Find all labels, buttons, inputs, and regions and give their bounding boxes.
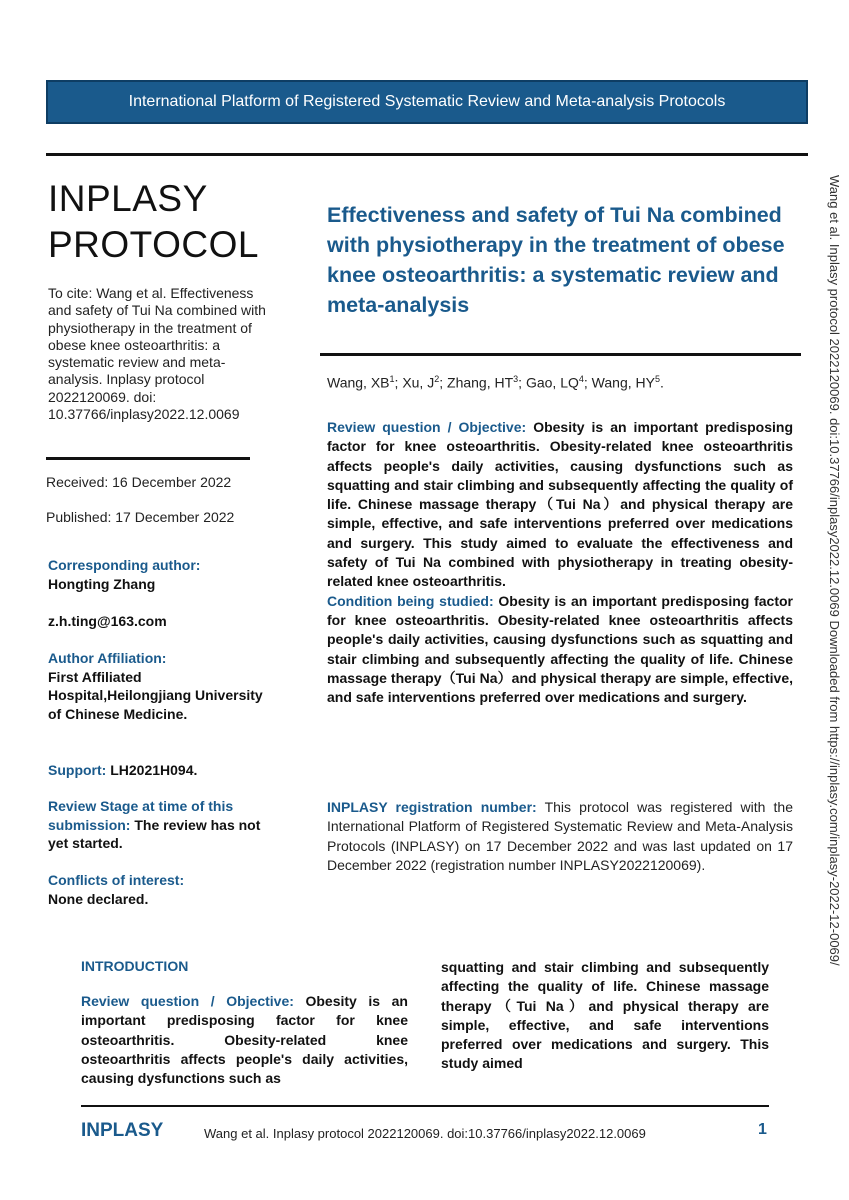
review-question-section <box>327 418 793 707</box>
published-date: Published: 17 December 2022 <box>46 509 235 525</box>
author-sup: 4 <box>578 374 584 384</box>
title-divider <box>320 353 801 356</box>
review-stage-text: The review has not yet started. <box>48 816 261 851</box>
corresponding-author <box>48 556 270 593</box>
review-question-label: Review question / Objective: <box>327 419 527 435</box>
top-divider <box>46 153 808 156</box>
author-list: Wang, $XB^1$; Xu, $J^2$; Zhang, $HT^3$; Gao, $LQ^4$; Wang, $HY^5$. <box>327 374 664 391</box>
corresponding-author-label: Corresponding author: <box>48 557 201 573</box>
author-item: Wang, HY <box>591 374 655 391</box>
header-banner: International Platform of Registered Systematic Review and Meta-analysis Protocols <box>46 80 808 124</box>
protocol-title-line1: INPLASY <box>48 178 208 219</box>
corresponding-author-name: Hongting Zhang <box>48 575 156 592</box>
affiliation-text: First Affiliated Hospital,Heilongjiang University of Chinese Medicine. <box>48 668 263 722</box>
author-sup: 3 <box>513 374 519 384</box>
intro-column-2: squatting and stair climbing and subsequently affecting the quality of life. Chinese massage therapy（Tui Na）and physical therapy are simple, effective, and safe interventions preferred over medications and surgery. This study aimed <box>441 959 769 1072</box>
citation-text: To cite: Wang et al. Effectiveness and safety of Tui Na combined with physiotherapy in the treatment of obese knee osteoarthritis: a systematic review and meta-analysis. Inplasy protocol 2022120069. doi: 10.37766/inplasy2022.12.0069 <box>48 285 266 423</box>
review-question-text: Obesity is an important predisposing factor for knee osteoarthritis. Obesity-related knee osteoarthritis affects people's daily activities, causing dysfunctions such as squatting and stair climbing and subsequently affecting the quality of life. Chinese massage therapy（Tui Na）and physical therapy are simple, effective, and safe interventions preferred over medications and surgery. This study aimed to evaluate the effectiveness and safety of Tui Na combined with physiotherapy in treating obesity-related knee osteoarthritis. <box>327 419 794 590</box>
registration-section <box>327 798 793 875</box>
vertical-download-note <box>826 175 848 1055</box>
support-label: Support: <box>48 762 107 778</box>
page-number: 1 <box>758 1121 767 1138</box>
author-affiliation <box>48 649 270 723</box>
author-email <box>48 612 270 631</box>
author-sup: 1 <box>389 374 395 384</box>
conflicts <box>48 871 270 908</box>
author-sup: 5 <box>654 374 660 384</box>
left-divider <box>46 457 250 460</box>
author-item: Gao, LQ <box>525 374 579 391</box>
review-stage <box>48 797 270 853</box>
received-date: Received: 16 December 2022 <box>46 474 232 490</box>
review-stage-label: Review Stage at time of this submission: <box>48 798 234 833</box>
registration-label: INPLASY registration number: <box>327 799 537 815</box>
conflicts-text: None declared. <box>48 890 149 907</box>
intro-review-label: Review question / Objective: <box>81 993 294 1009</box>
intro-col1-text: Obesity is an important predisposing factor for knee osteoarthritis. Obesity-related knee osteoarthritis affects people's daily activities, causing dysfunctions such as <box>81 993 408 1087</box>
affiliation-label: Author Affiliation: <box>48 650 167 666</box>
protocol-title <box>48 176 259 268</box>
support-text: LH2021H094. <box>110 762 198 778</box>
paper-title: Effectiveness and safety of Tui Na combined with physiotherapy in the treatment of obese knee osteoarthritis: a systematic review and meta-analysis <box>327 203 785 317</box>
footer-citation: Wang et al. Inplasy protocol 2022120069. doi:10.37766/inplasy2022.12.0069 <box>204 1126 646 1141</box>
condition-label: Condition being studied: <box>327 592 494 609</box>
author-email-text: z.h.ting@163.com <box>48 613 167 629</box>
intro-column-1 <box>81 992 408 1088</box>
author-item: Xu, J <box>402 374 435 391</box>
condition-text: Obesity is an important predisposing factor for knee osteoarthritis. Obesity-related knee osteoarthritis affects people's daily activities, causing dysfunctions such as squatting and stair climbing and subsequently affecting the quality of life. Chinese massage therapy（Tui Na）and physical therapy are simple, effective, and safe interventions preferred over medications and surgery. <box>327 592 793 706</box>
vertical-download-text: Wang et al. Inplasy protocol 2022120069. doi:10.37766/inplasy2022.12.0069 Downloaded from https://inplasy.com/inplasy-2022-12-0069/ <box>827 175 842 966</box>
conflicts-label: Conflicts of interest: <box>48 872 185 888</box>
protocol-title-line2: PROTOCOL <box>48 224 259 265</box>
footer-divider <box>81 1105 769 1107</box>
registration-text: This protocol was registered with the International Platform of Registered Systematic Review and Meta-Analysis Protocols (INPLASY) on 17 December 2022 and was last updated on 17 December 2022 (registration number INPLASY2022120069). <box>327 799 794 873</box>
author-item: Zhang, HT <box>447 374 514 391</box>
introduction-heading: INTRODUCTION <box>81 958 189 974</box>
author-item: Wang, XB <box>327 374 390 391</box>
support <box>48 761 270 780</box>
author-sup: 2 <box>434 374 440 384</box>
footer-brand: INPLASY <box>81 1120 164 1141</box>
